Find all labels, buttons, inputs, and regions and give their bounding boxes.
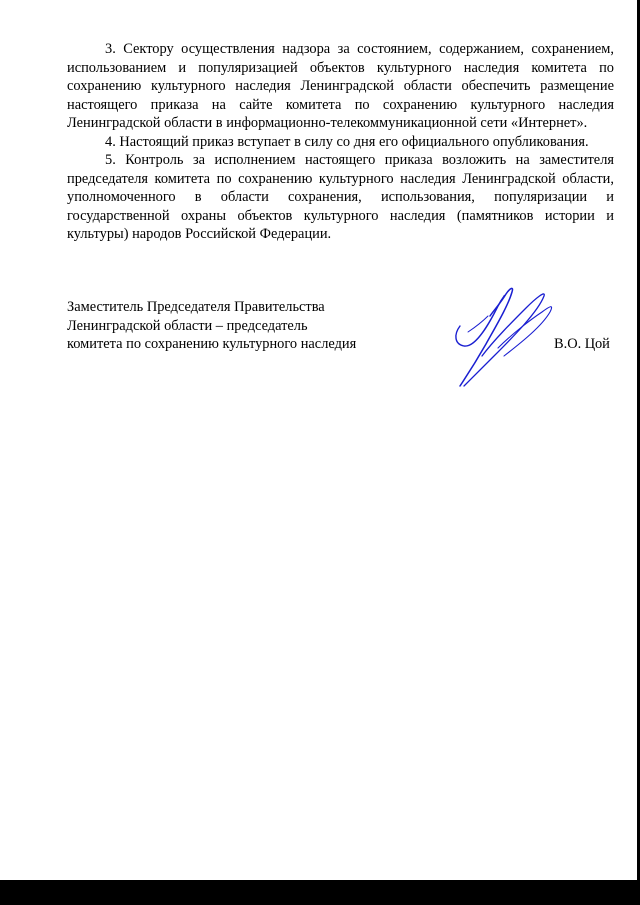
paragraph-4: 4. Настоящий приказ вступает в силу со дня его официального опубликования. [105,133,589,150]
handwritten-signature [442,282,562,394]
signer-title [67,298,397,354]
signer-title-line-1: Заместитель Председателя Правительства [67,299,325,315]
paragraph-3: 3. Сектору осуществления надзора за состоянием, содержанием, сохранением, использованием и популяризацией объектов культурного наследия комитета по сохранению культурного наследия Ленинградской области обеспечить размещение настоящего приказа на сайте комитета по сохранению культурного наследия Ленинградской области в информационно-телекоммуникационной сети «Интернет». [67,41,614,131]
signer-title-line-3: комитета по сохранению культурного наследия [67,336,357,352]
scan-border-bottom [0,880,640,905]
signer-title-line-2: Ленинградской области – председатель [67,317,308,334]
document-body [67,40,614,244]
paragraph-5: 5. Контроль за исполнением настоящего приказа возложить на заместителя председателя комитета по сохранению культурного наследия Ленинградской области, уполномоченного в области сохранения, использования, популяризации и государственной охраны объектов культурного наследия (памятников истории и культуры) народов Российской Федерации. [67,152,614,242]
signature-block [67,298,617,408]
signer-name: В.О. Цой [554,336,610,352]
